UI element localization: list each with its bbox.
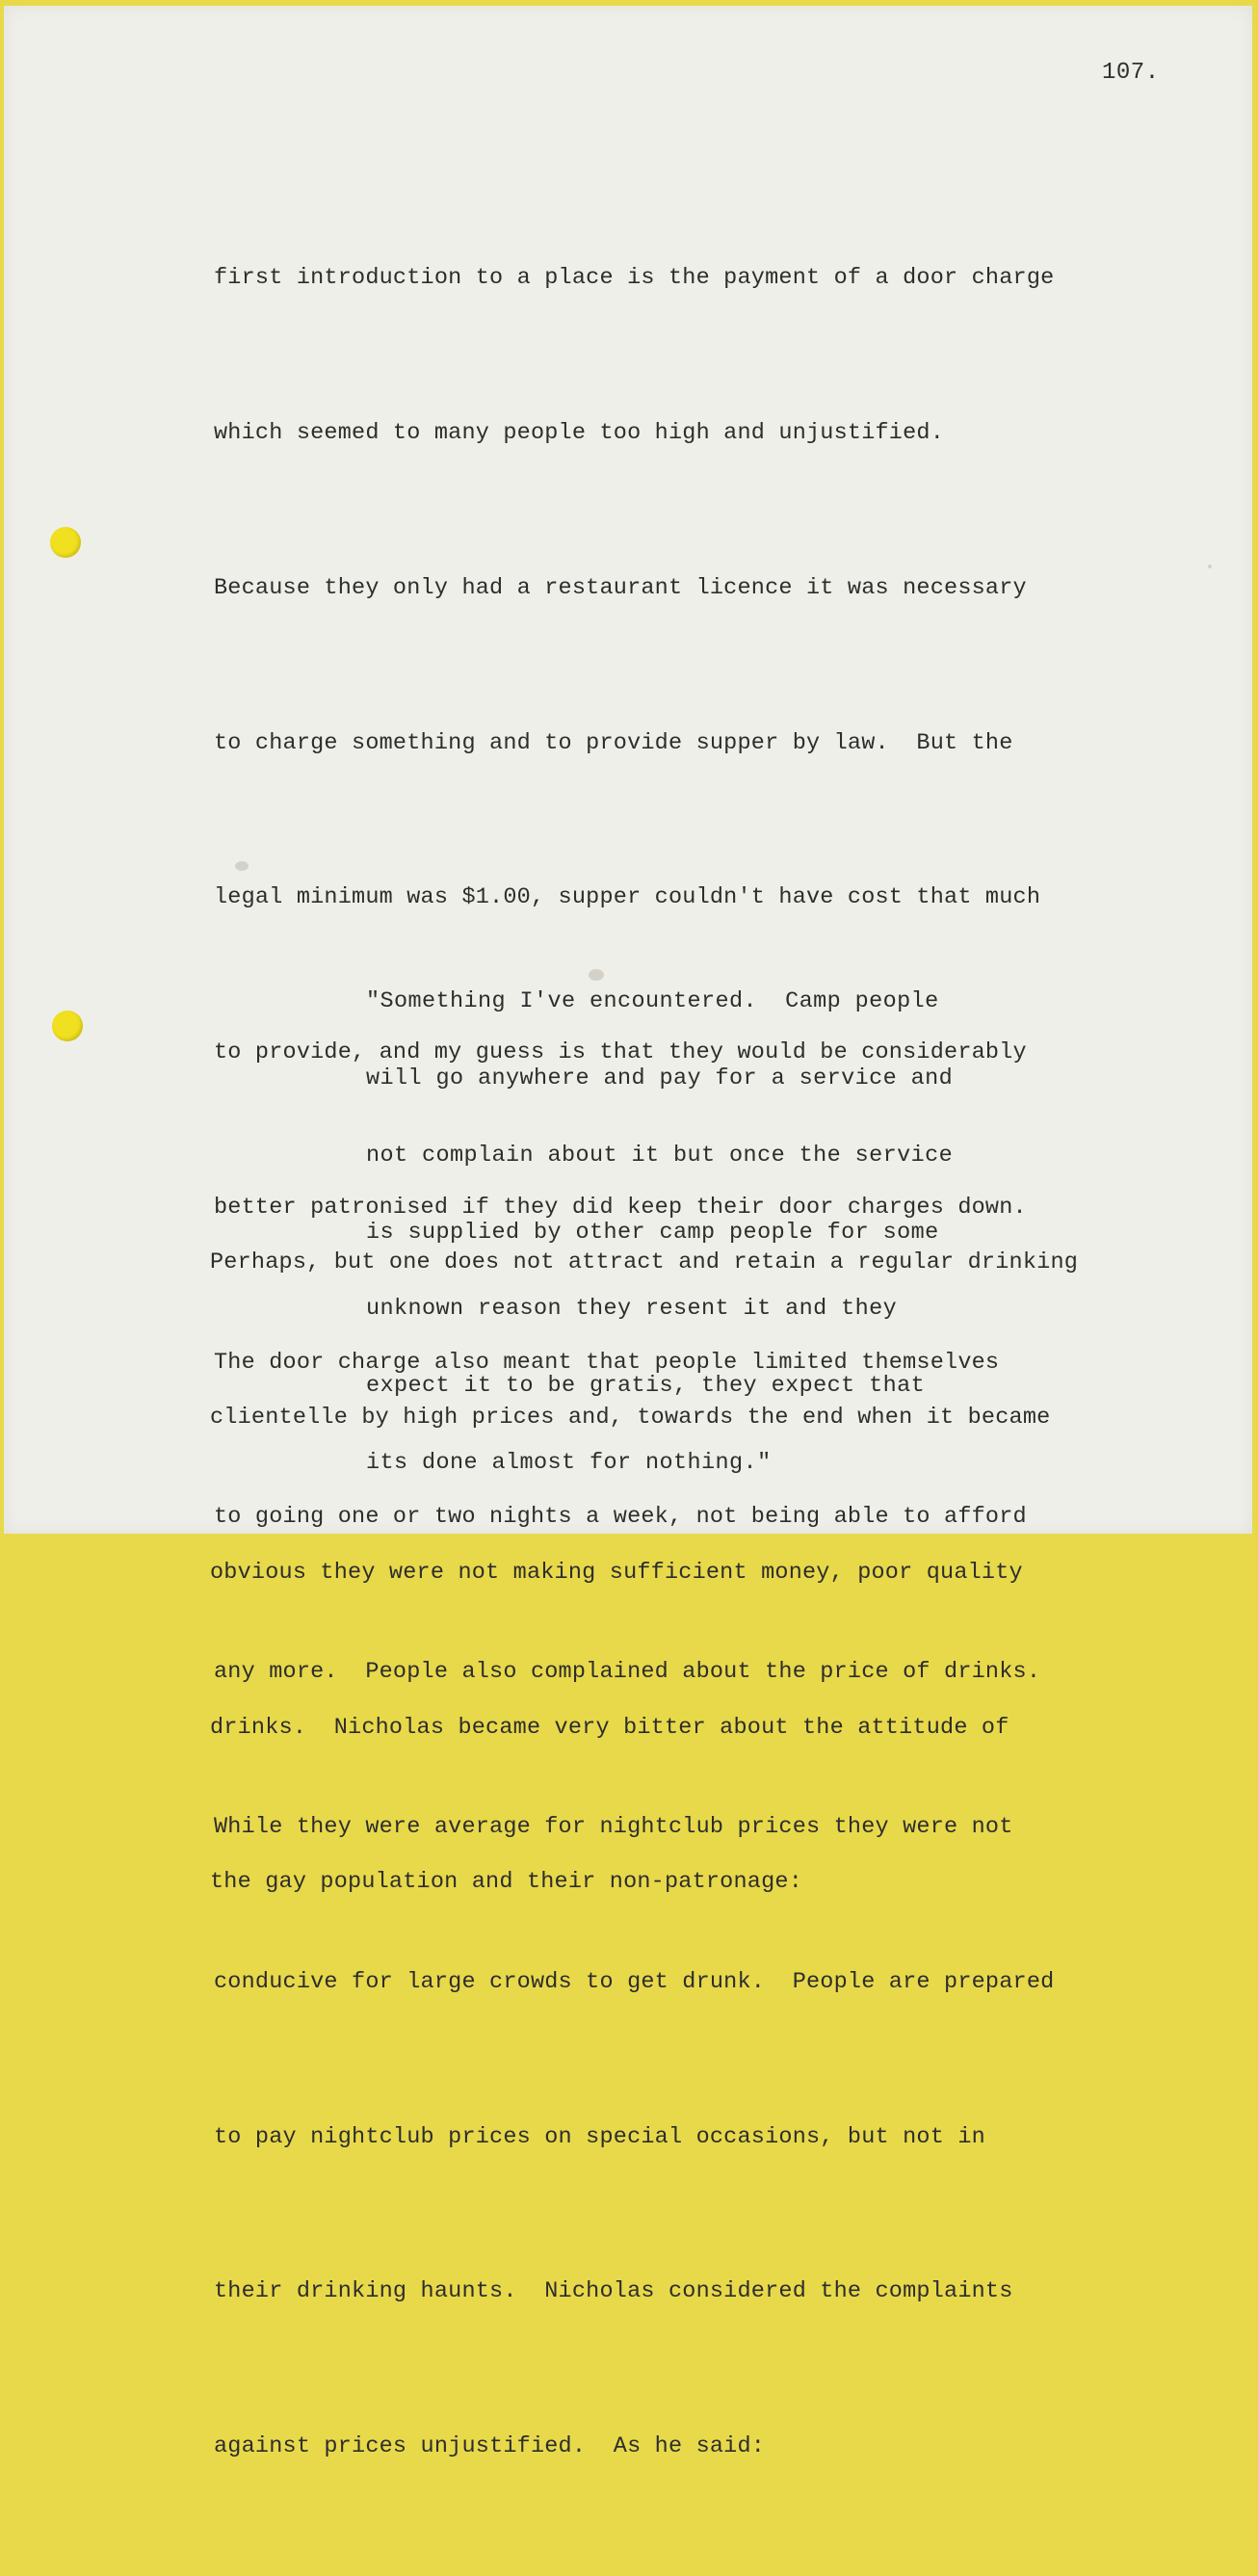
punch-hole-top xyxy=(50,527,81,558)
text-line: conducive for large crowds to get drunk. People are prepared xyxy=(214,1968,1055,1995)
text-line: their drinking haunts. Nicholas considered the complaints xyxy=(214,2278,1013,2305)
text-line: against prices unjustified. As he said: xyxy=(214,2433,766,2460)
text-line: to charge something and to provide supper by law. But the xyxy=(214,729,1013,756)
text-line: any more. People also complained about the price of drinks. xyxy=(214,1659,1041,1686)
text-line: While they were average for nightclub prices they were not xyxy=(214,1814,1013,1840)
document-page xyxy=(4,6,1252,2460)
quote-line: its done almost for nothing." xyxy=(366,1449,772,1476)
paper-speck xyxy=(1208,565,1212,568)
body-paragraph-2 xyxy=(210,1134,1078,2011)
quote-line: is supplied by other camp people for some xyxy=(366,1219,939,1246)
text-line: The door charge also meant that people limited themselves xyxy=(214,1349,1000,1376)
text-line: obvious they were not making sufficient money, poor quality xyxy=(210,1559,1023,1586)
text-line: the gay population and their non-patronage: xyxy=(210,1869,802,1896)
text-line: which seemed to many people too high and unjustified. xyxy=(214,419,945,446)
page-number: 107. xyxy=(1102,60,1160,86)
text-line: Perhaps, but one does not attract and retain a regular drinking xyxy=(210,1249,1079,1276)
text-line: legal minimum was $1.00, supper couldn't have cost that much xyxy=(214,884,1041,911)
quote-line: not complain about it but once the service xyxy=(366,1142,954,1169)
text-line: drinks. Nicholas became very bitter about the attitude of xyxy=(210,1714,1009,1741)
quote-line: "Something I've encountered. Camp people xyxy=(366,988,939,1015)
text-line: first introduction to a place is the payment of a door charge xyxy=(214,265,1055,292)
text-line: to going one or two nights a week, not being able to afford xyxy=(214,1504,1027,1531)
text-line: to pay nightclub prices on special occasions, but not in xyxy=(214,2123,985,2150)
text-line: Because they only had a restaurant licence it was necessary xyxy=(214,574,1027,601)
text-line: better patronised if they did keep their door charges down. xyxy=(214,1194,1027,1221)
text-line: clientelle by high prices and, towards the end when it became xyxy=(210,1404,1051,1431)
text-line: to provide, and my guess is that they would be considerably xyxy=(214,1039,1027,1066)
punch-hole-bottom xyxy=(52,1011,83,1041)
quote-line: will go anywhere and pay for a service and xyxy=(366,1065,954,1091)
quote-line: expect it to be gratis, they expect that xyxy=(366,1373,926,1400)
quote-line: unknown reason they resent it and they xyxy=(366,1296,898,1323)
